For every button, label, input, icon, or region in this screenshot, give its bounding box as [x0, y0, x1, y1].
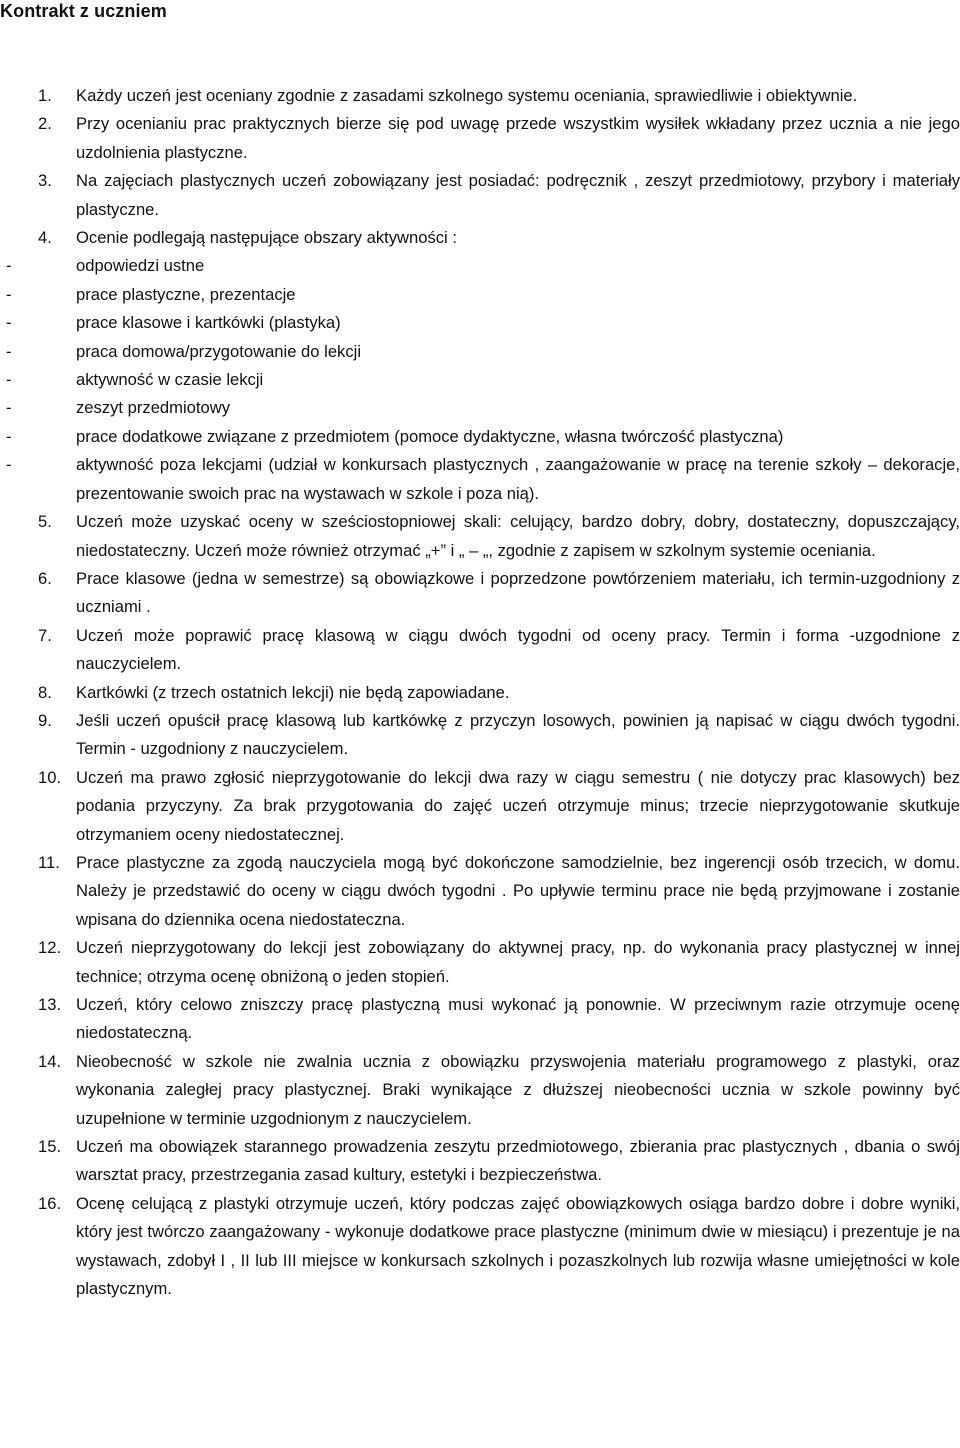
- list-item: [0, 991, 960, 1048]
- contract-list: [0, 82, 960, 1303]
- sub-item-text: zeszyt przedmiotowy: [76, 398, 231, 418]
- list-item: [0, 1190, 960, 1304]
- item-text: Przy ocenianiu prac praktycznych bierze się pod uwagę przede wszystkim wysiłek wkładany przez ucznia a nie jego uzdolnienia plastyczne.: [76, 114, 960, 162]
- item-text: Ocenie podlegają następujące obszary aktywności :: [76, 228, 457, 248]
- list-item: [0, 508, 960, 565]
- list-item: [0, 622, 960, 679]
- item-number: 11.: [38, 852, 60, 872]
- item-text: Uczeń może uzyskać oceny w sześciostopniowej skali: celujący, bardzo dobry, dobry, dostateczny, dopuszczający, niedostateczny. Uczeń może również otrzymać „+” i „ – „, zgodnie z zapisem w szkolnym systemie oceniania.: [76, 512, 960, 560]
- list-item: [0, 224, 960, 252]
- sub-item-text: prace dodatkowe związane z przedmiotem (pomoce dydaktyczne, własna twórczość plastyczna): [76, 426, 784, 446]
- item-number: 9.: [38, 710, 52, 730]
- item-number: 6.: [38, 568, 52, 588]
- item-number: 16.: [38, 1193, 62, 1213]
- sub-list-item: [0, 366, 960, 394]
- item-text: Na zajęciach plastycznych uczeń zobowiązany jest posiadać: podręcznik , zeszyt przedmiotowy, przybory i materiały plastyczne.: [76, 171, 960, 219]
- dash-bullet: -: [6, 370, 12, 390]
- item-number: 8.: [38, 682, 52, 702]
- dash-bullet: -: [6, 341, 12, 361]
- item-number: 14.: [38, 1051, 62, 1071]
- item-text: Nieobecność w szkole nie zwalnia ucznia z obowiązku przyswojenia materiału programowego z plastyki, oraz wykonania zaległej pracy plastycznej. Braki wynikające z dłuższej nieobecności ucznia w szkole powinny być uzupełnione w terminie uzgodnionym z nauczycielem.: [76, 1051, 960, 1128]
- sub-list-item: [0, 338, 960, 366]
- sub-item-text: aktywność w czasie lekcji: [76, 370, 264, 390]
- dash-bullet: -: [6, 256, 12, 276]
- sub-list-item: [0, 281, 960, 309]
- list-item: [0, 679, 960, 707]
- list-item: [0, 934, 960, 991]
- sub-item-text: prace klasowe i kartkówki (plastyka): [76, 313, 341, 333]
- item-text: Kartkówki (z trzech ostatnich lekcji) nie będą zapowiadane.: [76, 682, 510, 702]
- sub-item-text: praca domowa/przygotowanie do lekcji: [76, 341, 362, 361]
- item-number: 10.: [38, 767, 62, 787]
- sub-list-item: [0, 451, 960, 508]
- dash-bullet: -: [6, 313, 12, 333]
- item-number: 3.: [38, 171, 52, 191]
- item-text: Każdy uczeń jest oceniany zgodnie z zasadami szkolnego systemu oceniania, sprawiedliwie i obiektywnie.: [76, 86, 858, 105]
- sub-list-item: [0, 423, 960, 451]
- list-item: [0, 849, 960, 934]
- dash-bullet: -: [6, 426, 12, 446]
- item-text: Uczeń, który celowo zniszczy pracę plastyczną musi wykonać ją ponownie. W przeciwnym razie otrzymuje ocenę niedostateczną.: [76, 995, 960, 1043]
- dash-bullet: -: [6, 284, 12, 304]
- sub-item-text: odpowiedzi ustne: [76, 256, 205, 276]
- document-title: Kontrakt z uczniem: [0, 1, 167, 21]
- list-item: [0, 1133, 960, 1190]
- item-number: 15.: [38, 1137, 62, 1157]
- dash-bullet: -: [6, 455, 12, 475]
- item-number: 7.: [38, 625, 52, 645]
- item-number: 13.: [38, 995, 62, 1014]
- sub-list-item: [0, 394, 960, 422]
- item-number: 4.: [38, 228, 52, 248]
- item-text: Ocenę celującą z plastyki otrzymuje uczeń, który podczas zajęć obowiązkowych osiąga bardzo dobre i dobre wyniki, który jest twórczo zaangażowany - wykonuje dodatkowe prace plastyczne (minimum dwie w miesiącu) i prezentuje je na wystawach, zdobył I , II lub III miejsce w konkursach szkolnych i pozaszkolnych lub rozwija własne umiejętności w kole plastycznym.: [76, 1193, 960, 1299]
- dash-bullet: -: [6, 398, 12, 418]
- item-text: Prace plastyczne za zgodą nauczyciela mogą być dokończone samodzielnie, bez ingerencji osób trzecich, w domu. Należy je przedstawić do oceny w ciągu dwóch tygodni . Po upływie terminu prace nie będą przyjmowane i zostanie wpisana do dziennika ocena niedostateczna.: [76, 852, 960, 929]
- item-number: 5.: [38, 512, 52, 532]
- list-item: [0, 707, 960, 764]
- item-text: Uczeń może poprawić pracę klasową w ciągu dwóch tygodni od oceny pracy. Termin i forma -uzgodnione z nauczycielem.: [76, 625, 960, 674]
- list-item: [0, 764, 960, 849]
- sub-item-text: aktywność poza lekcjami (udział w konkursach plastycznych , zaangażowanie w pracę na terenie szkoły – dekoracje, prezentowanie swoich prac na wystawach w szkole i poza nią).: [76, 455, 960, 503]
- item-text: Prace klasowe (jedna w semestrze) są obowiązkowe i poprzedzone powtórzeniem materiału, ich termin-uzgodniony z uczniami .: [76, 568, 960, 617]
- list-item: [0, 110, 960, 167]
- item-text: Uczeń ma obowiązek starannego prowadzenia zeszytu przedmiotowego, zbierania prac plastycznych , dbania o swój warsztat pracy, przestrzegania zasad kultury, estetyki i bezpieczeństwa.: [76, 1137, 960, 1185]
- item-number: 2.: [38, 114, 52, 134]
- sub-list-item: [0, 309, 960, 337]
- list-item: [0, 565, 960, 622]
- list-item: [0, 167, 960, 224]
- item-number: 12.: [38, 938, 62, 958]
- item-text: Uczeń nieprzygotowany do lekcji jest zobowiązany do aktywnej pracy, np. do wykonania pracy plastycznej w innej technice; otrzyma ocenę obniżoną o jeden stopień.: [76, 938, 960, 986]
- item-number: 1.: [38, 86, 52, 105]
- list-item: [0, 1048, 960, 1133]
- item-text: Uczeń ma prawo zgłosić nieprzygotowanie do lekcji dwa razy w ciągu semestru ( nie dotyczy prac klasowych) bez podania przyczyny. Za brak przygotowania do zajęć uczeń otrzymuje minus; trzecie nieprzygotowanie skutkuje otrzymaniem oceny niedostatecznej.: [76, 767, 960, 844]
- sub-list-item: [0, 252, 960, 280]
- list-item: [0, 82, 960, 110]
- sub-item-text: prace plastyczne, prezentacje: [76, 284, 296, 304]
- item-text: Jeśli uczeń opuścił pracę klasową lub kartkówkę z przyczyn losowych, powinien ją napisać w ciągu dwóch tygodni. Termin - uzgodniony z nauczycielem.: [76, 710, 960, 759]
